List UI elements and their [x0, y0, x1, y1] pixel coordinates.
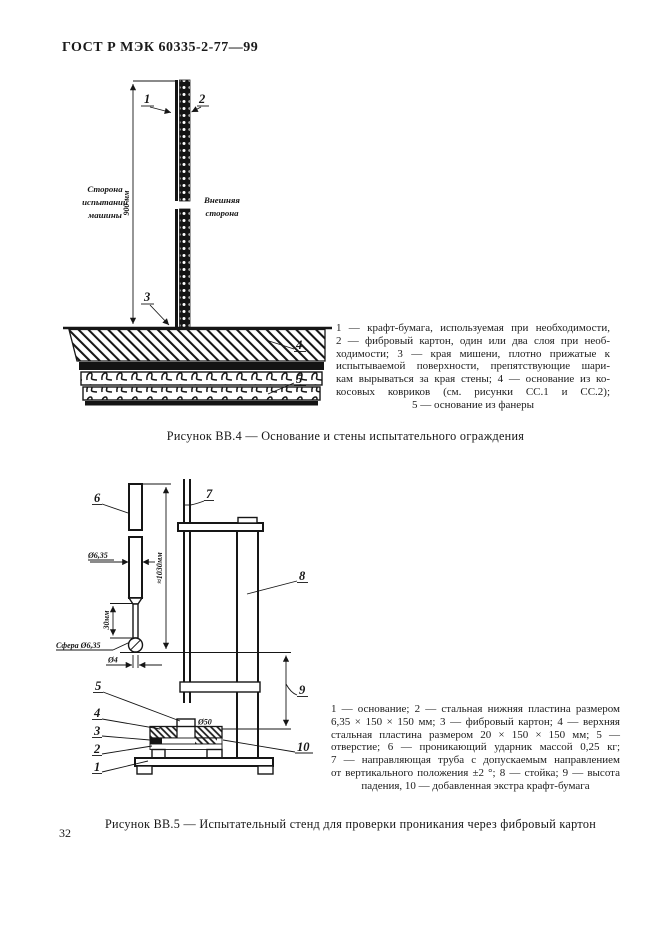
svg-text:Ø6,35: Ø6,35	[88, 551, 108, 560]
svg-text:сторона: сторона	[205, 208, 239, 218]
figure-bb4-legend	[336, 322, 610, 412]
svg-text:Внешняя: Внешняя	[204, 195, 240, 205]
machine-side-label	[82, 184, 128, 220]
svg-text:1: 1	[94, 760, 101, 774]
tip-length-dimension	[102, 604, 133, 639]
upper-steel-plate	[150, 727, 222, 739]
sphere-label	[56, 641, 129, 650]
legend-line: 1 — основание; 2 — стальная нижняя пластина размером	[331, 703, 620, 715]
figure-bb4-drawing	[55, 70, 345, 420]
wall-height-label: 900 мм	[122, 190, 131, 216]
svg-text:2: 2	[199, 92, 206, 106]
total-height-dimension	[142, 484, 171, 649]
pos-label-1	[141, 92, 171, 113]
legend-line: стальная пластина размером 20 × 150 × 150 мм; 5 —	[331, 728, 620, 741]
svg-text:8: 8	[299, 569, 306, 583]
svg-text:6: 6	[94, 491, 101, 505]
svg-text:30мм: 30мм	[102, 610, 111, 630]
figure-bb5-caption: Рисунок ВВ.5 — Испытательный стенд для проверки проникания через фибровый картон	[104, 817, 597, 831]
svg-text:Ø50: Ø50	[198, 717, 212, 727]
rod-diameter-dimension	[87, 551, 155, 562]
svg-text:2: 2	[94, 742, 101, 756]
legend-line: падения, 10 — добавленная экстра крафт-бумага	[361, 779, 590, 792]
fibre-board-sample	[150, 738, 222, 744]
legend-line: 6,35 × 150 × 150 мм; 3 — фибровый картон; 4 — верхняя	[331, 715, 620, 728]
coconut-mat-base	[69, 330, 325, 362]
base-foot-left	[137, 766, 152, 774]
pos-label-9: 9	[299, 683, 306, 697]
svg-text:4: 4	[94, 706, 101, 720]
upper-crossbar	[178, 523, 263, 531]
base-plate	[135, 758, 273, 766]
svg-text:3: 3	[144, 290, 151, 304]
legend-line: косовых ковриков (см. рисунки СС.1 и СС.2);	[336, 385, 610, 398]
legend-line: от вертикального положения ±2 °; 8 — стойка; 9 — высота	[331, 766, 620, 779]
base-bottom-bar	[85, 401, 318, 406]
legend-line: кам вырываться за края стены; 4 — основание из ко-	[336, 373, 610, 386]
plywood-row-2	[83, 387, 320, 400]
figure-bb4-caption: Рисунок ВВ.4 — Основание и стены испытательного ограждения	[166, 429, 525, 443]
pos-label-2b	[92, 742, 152, 756]
base-foot-right	[258, 766, 273, 774]
support-block-right	[207, 750, 222, 759]
top-block	[238, 518, 257, 524]
pos-label-7	[191, 487, 215, 505]
svg-text:7: 7	[206, 487, 213, 501]
legend-line: 7 — направляющая труба с допускаемым направлением	[331, 754, 620, 767]
svg-text:≈1030мм: ≈1030мм	[155, 552, 164, 584]
svg-text:Ø4: Ø4	[108, 655, 118, 665]
svg-text:10: 10	[297, 740, 310, 754]
support-block-left	[152, 750, 165, 759]
svg-text:машины: машины	[88, 210, 122, 220]
legend-line: 2 — фибровый картон, один или два слоя при необ-	[336, 334, 610, 347]
legend-line: ходимости; 3 — края мишени, плотно прижатые к	[336, 347, 610, 360]
pos-label-3	[141, 290, 169, 325]
legend-line: 1 — крафт-бумага, используемая при необходимости,	[336, 322, 610, 334]
svg-text:1: 1	[144, 92, 151, 106]
svg-text:3: 3	[94, 724, 101, 738]
svg-text:4: 4	[296, 338, 303, 352]
legend-line: 5 — основание из фанеры	[411, 398, 535, 411]
figure-bb5-drawing	[50, 472, 355, 787]
svg-text:5: 5	[296, 372, 303, 386]
lower-steel-plate	[150, 744, 222, 750]
guide-tube	[184, 479, 190, 703]
page-number: 32	[59, 826, 71, 840]
pos-label-5b	[93, 679, 180, 721]
figure-bb5-legend	[331, 703, 620, 793]
hole-diameter-label	[197, 718, 216, 727]
legend-line: испытываемой поверхности, препятствующие шари-	[336, 360, 610, 373]
svg-text:Сфера Ø6,35: Сфера Ø6,35	[56, 641, 101, 650]
svg-text:испытаний: испытаний	[82, 197, 128, 207]
legend-line: отверстие; 6 — проникающий ударник массой 0,25 кг;	[331, 741, 620, 754]
hole-collar	[177, 719, 195, 727]
wall-kraft-paper-layer	[175, 80, 178, 328]
lower-arm	[180, 682, 260, 692]
pos-label-2	[192, 92, 210, 112]
pos-label-3b	[92, 724, 150, 740]
pos-label-6	[92, 491, 128, 513]
wall-fibre-board-layer	[180, 80, 191, 328]
striker-rod	[129, 484, 143, 652]
svg-text:5: 5	[95, 679, 102, 693]
base-dark-strip	[79, 362, 324, 370]
svg-text:Сторона: Сторона	[87, 184, 123, 194]
wall-height-dimension	[122, 81, 175, 324]
tip-diameter-dimension	[106, 655, 162, 668]
doc-header: ГОСТ Р МЭК 60335-2-77—99	[62, 40, 259, 55]
outer-side-label	[203, 195, 240, 218]
stand-column	[237, 531, 258, 758]
plywood-row-1	[81, 372, 322, 385]
